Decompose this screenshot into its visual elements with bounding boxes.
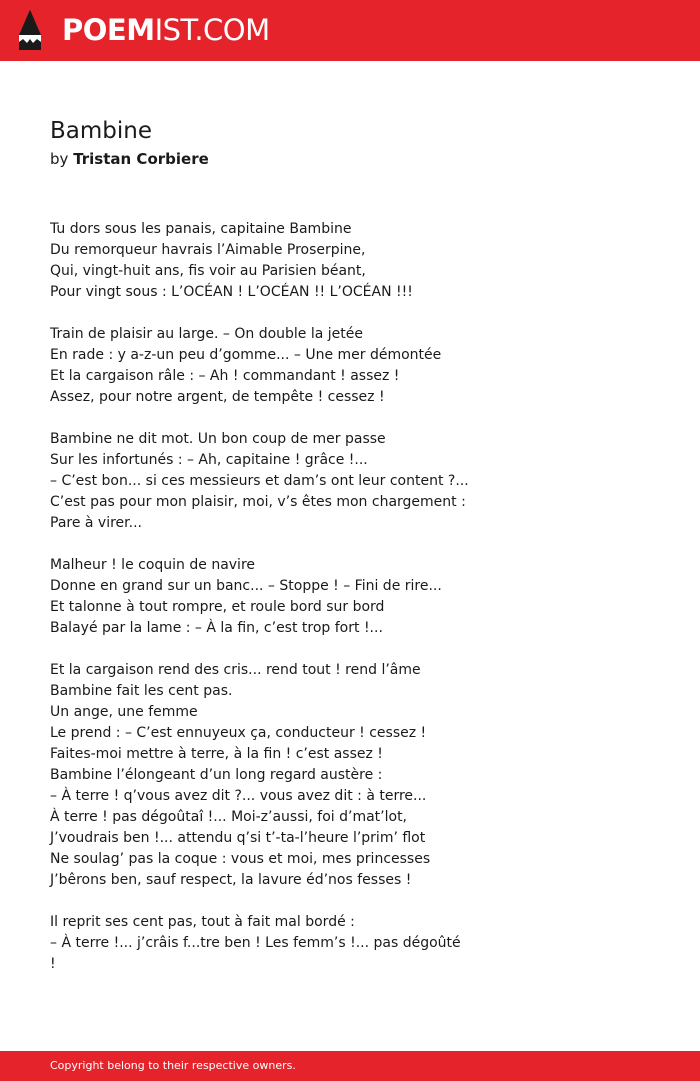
logo-bold-part: POEM	[62, 13, 155, 47]
poem-line: Ne soulag’ pas la coque : vous et moi, mes princesses	[50, 851, 431, 867]
poem-stanza	[50, 660, 670, 891]
poem-line: J’bêrons ben, sauf respect, la lavure éd’nos fesses !	[50, 872, 412, 888]
poem-body	[50, 219, 670, 996]
poem-line: Sur les infortunés : – Ah, capitaine ! grâce !...	[50, 452, 368, 468]
poem-line: – À terre ! q’vous avez dit ?... vous avez dit : à terre...	[50, 788, 427, 804]
poem-stanza	[50, 912, 670, 975]
site-logo[interactable]	[62, 12, 270, 48]
poem-line: Balayé par la lame : – À la fin, c’est trop fort !...	[50, 620, 383, 636]
by-label: by	[50, 150, 69, 168]
poem-line: Un ange, une femme	[50, 704, 198, 720]
poem-line: Bambine ne dit mot. Un bon coup de mer passe	[50, 431, 386, 447]
poem-line: Pour vingt sous : L’OCÉAN ! L’OCÉAN !! L’OCÉAN !!!	[50, 284, 413, 300]
poem-line: – À terre !... j’crâis f...tre ben ! Les femm’s !... pas dégoûté	[50, 935, 461, 951]
poem-line: Et la cargaison râle : – Ah ! commandant ! assez !	[50, 368, 400, 384]
poem-line: Qui, vingt-huit ans, fis voir au Parisien béant,	[50, 263, 366, 279]
poem-line: Pare à virer...	[50, 515, 142, 531]
pencil-tip-icon[interactable]	[18, 9, 42, 51]
poem-stanza	[50, 555, 670, 639]
poem-stanza	[50, 219, 670, 303]
poem-line: Et talonne à tout rompre, et roule bord sur bord	[50, 599, 385, 615]
byline	[50, 149, 209, 169]
author-name: Tristan Corbiere	[73, 150, 209, 168]
poem-line: Train de plaisir au large. – On double la jetée	[50, 326, 364, 342]
poem-line: Tu dors sous les panais, capitaine Bambine	[50, 221, 352, 237]
poem-line: Bambine l’élongeant d’un long regard austère :	[50, 767, 383, 783]
poem-line: Assez, pour notre argent, de tempête ! cessez !	[50, 389, 385, 405]
poem-line: Donne en grand sur un banc... – Stoppe ! – Fini de rire...	[50, 578, 442, 594]
poem-line: Il reprit ses cent pas, tout à fait mal bordé :	[50, 914, 355, 930]
poem-line: Le prend : – C’est ennuyeux ça, conducteur ! cessez !	[50, 725, 427, 741]
site-header	[0, 0, 700, 61]
copyright-notice: Copyright belong to their respective owners.	[50, 1059, 296, 1072]
logo-light-part: IST.COM	[154, 13, 270, 47]
poem-line: Bambine fait les cent pas.	[50, 683, 233, 699]
poem-line: En rade : y a-z-un peu d’gomme... – Une mer démontée	[50, 347, 442, 363]
poem-stanza	[50, 429, 670, 534]
poem-line: !	[50, 956, 56, 972]
poem-line: – C’est bon... si ces messieurs et dam’s ont leur content ?...	[50, 473, 469, 489]
poem-stanza	[50, 324, 670, 408]
poem-line: J’voudrais ben !... attendu q’si t’-ta-l’heure l’prim’ flot	[50, 830, 426, 846]
poem-title: Bambine	[50, 118, 152, 144]
poem-line: Du remorqueur havrais l’Aimable Proserpine,	[50, 242, 366, 258]
site-footer	[0, 1051, 700, 1081]
poem-line: À terre ! pas dégoûtaî !... Moi-z’aussi, foi d’mat’lot,	[50, 809, 408, 825]
poem-line: Malheur ! le coquin de navire	[50, 557, 256, 573]
poem-line: Et la cargaison rend des cris... rend tout ! rend l’âme	[50, 662, 421, 678]
poem-line: Faites-moi mettre à terre, à la fin ! c’est assez !	[50, 746, 383, 762]
poem-line: C’est pas pour mon plaisir, moi, v’s êtes mon chargement :	[50, 494, 466, 510]
